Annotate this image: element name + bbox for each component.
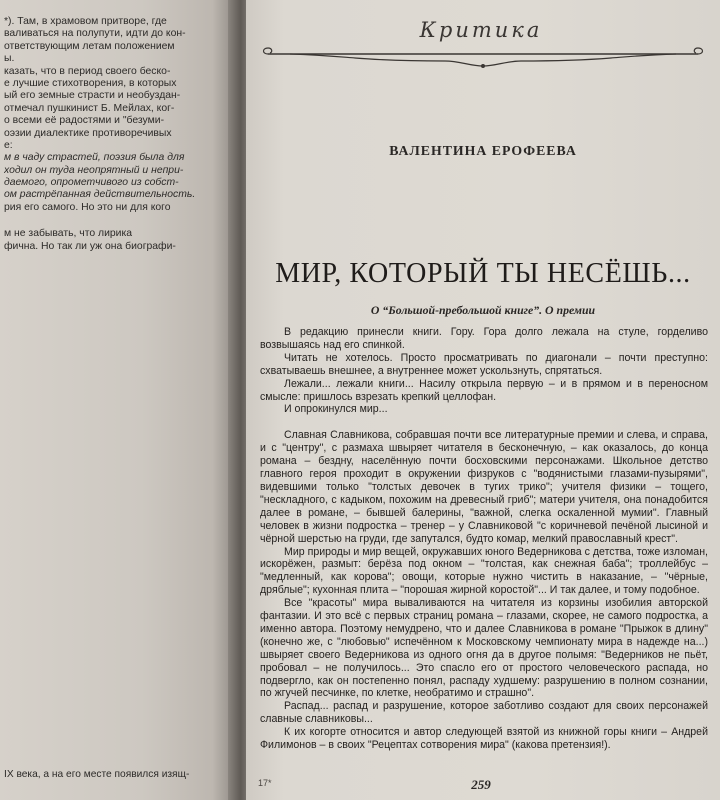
article-subtitle: О “Большой-пребольшой книге”. О премии: [370, 303, 596, 317]
left-page: [0, 0, 236, 800]
left-line: отмечал пушкинист Б. Мейлах, ког-: [4, 102, 175, 114]
ornamental-rule: [260, 46, 706, 70]
paragraph: Лежали... лежали книги... Насилу открыла первую – и в прямом и в переносном смысле: пришлось взрезать крепкий целлофан.: [260, 377, 708, 403]
left-line: о всеми её радостями и "безуми-: [4, 115, 165, 127]
paragraph: В редакцию принесли книги. Гору. Гора долго лежала на стуле, горделиво возвышаясь над его спинкой.: [260, 326, 708, 351]
paragraph: И опрокинулся мир...: [284, 403, 388, 416]
page-number: 259: [471, 777, 491, 792]
paragraph: Славная Славникова, собравшая почти все литературные премии и слева, и справа, и с "центру", с размаха швыряет читателя в бесконечную, – как оказалось, до конца романа – бездну, населённую почти босховскими персонажами. Школьное детство главного героя проходит в окружении физруков с "водянистыми глазами-пузырями", видевшими только "толстых девочек в тугих трико"; учителя физики – тощего, "нескладного, с кадыком, похожим на древесный гриб"; матери учителя, она понадобится далее в романе, – бывшей балерины, "важной, слегка оскаленной мумии". Главный человек в жизни подростка – тренер – у Славниковой "с коричневой печёной лысиной и чёрной шерстью на груди, где запутался, будто комар, мелкий православный крест".: [260, 429, 708, 545]
left-line: ый его земные страсти и необуздан-: [4, 90, 181, 102]
left-line: фична. Но так ли уж она биографи-: [4, 240, 176, 252]
left-line: оэзии диалектике противоречивых: [4, 127, 172, 139]
right-page: [246, 0, 720, 800]
left-line: ы.: [4, 53, 15, 65]
left-bottom-line: IX века, а на его месте появился изящ-: [4, 769, 190, 780]
left-line-quote: ом растрёпанная действительность.: [4, 189, 196, 201]
author-name: ВАЛЕНТИНА ЕРОФЕЕВА: [389, 143, 577, 158]
left-line: е лучшие стихотворения, в которых: [4, 77, 177, 89]
left-line-quote: м в чаду страстей, поэзия была для: [4, 152, 185, 164]
paragraph: Читать не хотелось. Просто просматривать по диагонали – почти преступно: схватываешь внешнее, а внутреннее может ускользнуть, спрятаться.: [260, 351, 708, 377]
left-line: рия его самого. Но это ни для кого: [4, 201, 171, 213]
article-title: МИР, КОТОРЫЙ ТЫ НЕСЁШЬ...: [275, 258, 691, 289]
paragraph: Мир природы и мир вещей, окружавших юного Ведерникова с детства, тоже изломан, искорёжен, размыт: берёза под окном – "толстая, как снежная баба"; троллейбус – "медленный, как корова"; овощи, которые нужно чистить в наказание, – "чёрные, дряблые"; кухонная плита – "порошая жирной коростой"... И так далее, и тому подобное.: [260, 545, 708, 597]
left-line: м не забывать, что лирика: [4, 228, 133, 240]
left-line-quote: даемого, опрометчивого из собст-: [4, 177, 179, 189]
left-page-text: [4, 16, 228, 253]
printer-signature: 17*: [258, 778, 272, 788]
left-line: ответствующим летам положением: [4, 40, 175, 52]
article-body: [260, 326, 708, 752]
left-line-quote: ходил он туда неопрятный и непри-: [4, 164, 184, 176]
left-line: казать, что в период своего беско-: [4, 65, 171, 77]
paragraph: К их когорте относится и автор следующей взятой из книжной горы книги – Андрей Филимонов – в своих "Рецептах сотворения мира" (какова претензия!).: [260, 726, 708, 752]
left-line: валиваться на полупути, идти до кон-: [4, 28, 186, 40]
left-line-gap: [4, 214, 228, 228]
rubric-heading: Критика: [419, 18, 543, 42]
left-line: е:: [4, 139, 13, 151]
paragraph: Все "красоты" мира вываливаются на читателя из корзины изобилия авторской фантазии. И это всё с первых страниц романа – глазами, скорее, не самого подростка, а именно автора. Поэтому немудрено, что и далее Славникова в романе "Прыжок в длину" (конечно же, с "любовью" испечённом к Московскому чемпионату мира в надежде на...) швыряет своего Ведерникова из одного огня да в другое полымя: "Ведерников не пьёт, пробовал – не получилось... Это спасло его от простого человеческого распада, но подвергло, как он постепенно понял, распаду худшему: разрушению в полном сознании, по жгучей песчинке, по клетке, необратимо и страшно".: [260, 597, 708, 700]
paragraph: Распад... распад и разрушение, которое заботливо создают для своих персонажей славные славниковы...: [260, 700, 708, 726]
left-line: *). Там, в храмовом притворе, где: [4, 16, 167, 27]
